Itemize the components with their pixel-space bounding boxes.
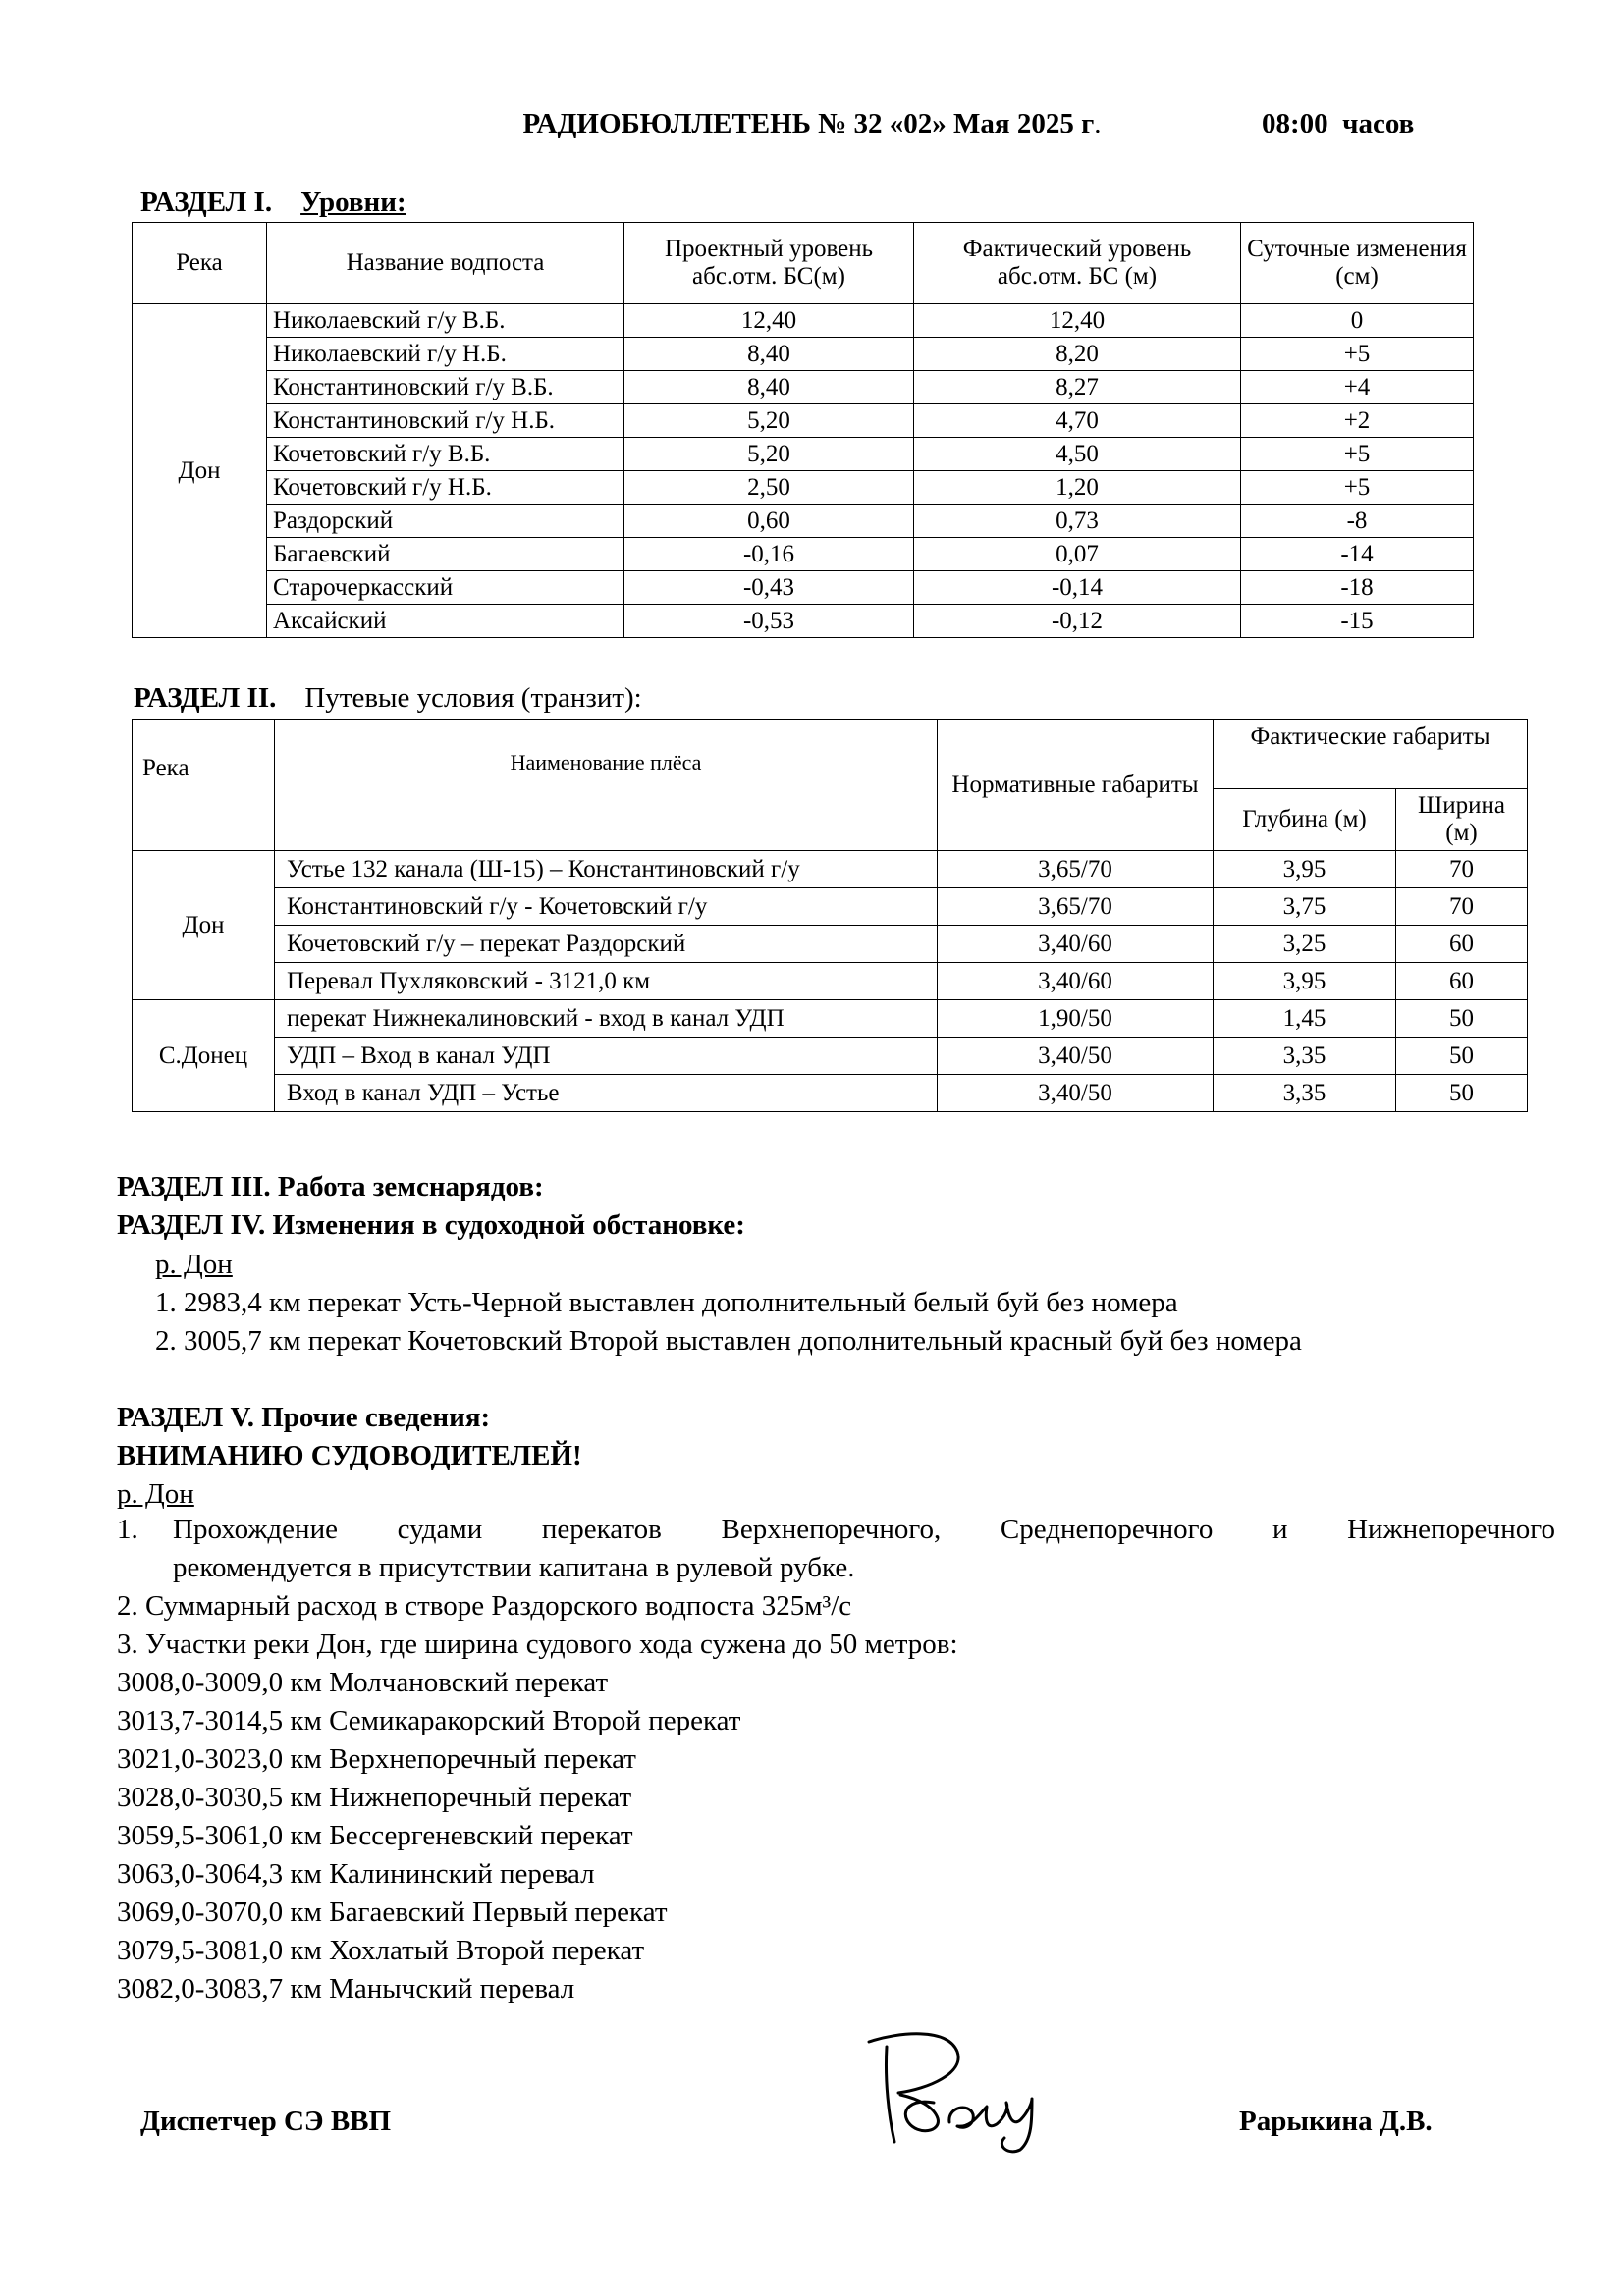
- daily-change: -8: [1241, 505, 1474, 538]
- actual-level: 0,07: [914, 538, 1241, 571]
- section5-heading: РАЗДЕЛ V. Прочие сведения:: [117, 1402, 491, 1433]
- daily-change: +5: [1241, 471, 1474, 505]
- item1-word: судами: [397, 1514, 483, 1545]
- post-name: Аксайский: [267, 605, 624, 638]
- col-header-normative: Нормативные габариты: [938, 720, 1214, 851]
- actual-width: 50: [1396, 1075, 1528, 1112]
- river-cell: Дон: [133, 304, 267, 638]
- section5-river: р. Дон: [117, 1478, 194, 1510]
- actual-level: 0,73: [914, 505, 1241, 538]
- col-header-actual-level: Фактический уровень абс.отм. БС (м): [914, 223, 1241, 304]
- section4-heading: РАЗДЕЛ IV. Изменения в судоходной обстановке:: [117, 1209, 745, 1241]
- actual-width: 50: [1396, 1000, 1528, 1038]
- col-header-daily-change: Суточные изменения (см): [1241, 223, 1474, 304]
- reach-name: перекат Нижнекалиновский - вход в канал УДП: [275, 1000, 938, 1038]
- daily-change: -15: [1241, 605, 1474, 638]
- table-row: [133, 963, 1528, 1000]
- actual-depth: 3,75: [1214, 888, 1396, 926]
- table-row: [133, 1075, 1528, 1112]
- design-level: -0,53: [624, 605, 914, 638]
- daily-change: +5: [1241, 338, 1474, 371]
- signature: [839, 2012, 1075, 2160]
- col-header-post-name: Название водпоста: [267, 223, 624, 304]
- design-level: 12,40: [624, 304, 914, 338]
- table-row: [133, 538, 1474, 571]
- bulletin-time: 08:00 часов: [1262, 108, 1415, 139]
- actual-width: 50: [1396, 1038, 1528, 1075]
- col-header-river: Река: [133, 720, 275, 851]
- col-header-width: Ширина (м): [1396, 789, 1528, 851]
- normative-dims: 3,40/50: [938, 1038, 1214, 1075]
- daily-change: +2: [1241, 404, 1474, 438]
- table-row: [133, 888, 1528, 926]
- section1-label: РАЗДЕЛ I.: [140, 187, 273, 218]
- actual-width: 70: [1396, 888, 1528, 926]
- item1-number: 1.: [117, 1514, 138, 1545]
- actual-depth: 1,45: [1214, 1000, 1396, 1038]
- section1-title: Уровни:: [300, 187, 406, 218]
- table-row: [133, 1000, 1528, 1038]
- normative-dims: 3,40/60: [938, 926, 1214, 963]
- reach-name: УДП – Вход в канал УДП: [275, 1038, 938, 1075]
- design-level: 8,40: [624, 371, 914, 404]
- actual-depth: 3,95: [1214, 851, 1396, 888]
- levels-table-header: [133, 223, 1474, 304]
- daily-change: +4: [1241, 371, 1474, 404]
- dispatcher-name: Рарыкина Д.В.: [1239, 2106, 1433, 2137]
- table-row: [133, 304, 1474, 338]
- attention-heading: ВНИМАНИЮ СУДОВОДИТЕЛЕЙ!: [117, 1440, 582, 1471]
- col-header-actual-group: Фактические габариты: [1214, 720, 1528, 789]
- table-row: [133, 404, 1474, 438]
- bulletin-title-text: РАДИОБЮЛЛЕТЕНЬ № 32 «02» Мая 2025 г: [522, 108, 1095, 139]
- actual-width: 70: [1396, 851, 1528, 888]
- item1-word: Среднепоречного: [1000, 1514, 1214, 1545]
- daily-change: -14: [1241, 538, 1474, 571]
- bulletin-title-dot: .: [1094, 108, 1102, 139]
- actual-level: 8,27: [914, 371, 1241, 404]
- list-item: 3021,0-3023,0 км Верхнепоречный перекат: [117, 1743, 636, 1775]
- design-level: 0,60: [624, 505, 914, 538]
- post-name: Константиновский г/у Н.Б.: [267, 404, 624, 438]
- table-row: [133, 926, 1528, 963]
- design-level: 2,50: [624, 471, 914, 505]
- levels-table: [132, 222, 1474, 638]
- post-name: Старочеркасский: [267, 571, 624, 605]
- actual-width: 60: [1396, 926, 1528, 963]
- item1-word: и: [1272, 1514, 1288, 1545]
- section2-label: РАЗДЕЛ II.: [134, 682, 277, 714]
- route-conditions-table: [132, 719, 1528, 1112]
- table-row: [133, 371, 1474, 404]
- table-row: [133, 1038, 1528, 1075]
- actual-level: -0,14: [914, 571, 1241, 605]
- post-name: Кочетовский г/у Н.Б.: [267, 471, 624, 505]
- design-level: 8,40: [624, 338, 914, 371]
- route-table-header: [133, 720, 1528, 789]
- actual-level: 8,20: [914, 338, 1241, 371]
- section4-river: р. Дон: [155, 1249, 233, 1280]
- actual-level: -0,12: [914, 605, 1241, 638]
- reach-name: Перевал Пухляковский - 3121,0 км: [275, 963, 938, 1000]
- post-name: Николаевский г/у Н.Б.: [267, 338, 624, 371]
- post-name: Николаевский г/у В.Б.: [267, 304, 624, 338]
- item3: 3. Участки реки Дон, где ширина судового хода сужена до 50 метров:: [117, 1629, 958, 1660]
- table-row: [133, 851, 1528, 888]
- list-item: 3013,7-3014,5 км Семикаракорский Второй перекат: [117, 1705, 741, 1736]
- section4-item: 2. 3005,7 км перекат Кочетовский Второй выставлен дополнительный красный буй без номера: [155, 1325, 1302, 1357]
- item1-line1: [173, 1514, 1555, 1546]
- list-item: 3079,5-3081,0 км Хохлатый Второй перекат: [117, 1935, 645, 1966]
- design-level: -0,43: [624, 571, 914, 605]
- daily-change: -18: [1241, 571, 1474, 605]
- actual-depth: 3,95: [1214, 963, 1396, 1000]
- actual-level: 4,50: [914, 438, 1241, 471]
- section1-heading: [140, 187, 406, 219]
- daily-change: +5: [1241, 438, 1474, 471]
- actual-level: 4,70: [914, 404, 1241, 438]
- normative-dims: 3,40/50: [938, 1075, 1214, 1112]
- post-name: Кочетовский г/у В.Б.: [267, 438, 624, 471]
- list-item: 3082,0-3083,7 км Манычский перевал: [117, 1973, 575, 2004]
- item1-word: перекатов: [541, 1514, 662, 1545]
- actual-level: 12,40: [914, 304, 1241, 338]
- actual-width: 60: [1396, 963, 1528, 1000]
- list-item: 3028,0-3030,5 км Нижнепоречный перекат: [117, 1782, 632, 1813]
- table-row: [133, 438, 1474, 471]
- design-level: 5,20: [624, 438, 914, 471]
- col-header-river: Река: [133, 223, 267, 304]
- normative-dims: 3,65/70: [938, 888, 1214, 926]
- daily-change: 0: [1241, 304, 1474, 338]
- actual-depth: 3,35: [1214, 1075, 1396, 1112]
- section3-heading: РАЗДЕЛ III. Работа земснарядов:: [117, 1171, 544, 1202]
- reach-name: Кочетовский г/у – перекат Раздорский: [275, 926, 938, 963]
- section4-item: 1. 2983,4 км перекат Усть-Черной выставлен дополнительный белый буй без номера: [155, 1287, 1178, 1318]
- list-item: 3008,0-3009,0 км Молчановский перекат: [117, 1667, 609, 1698]
- item2: 2. Суммарный расход в створе Раздорского водпоста 325м³/с: [117, 1590, 852, 1622]
- item1-word: Прохождение: [173, 1514, 338, 1545]
- reach-name: Константиновский г/у - Кочетовский г/у: [275, 888, 938, 926]
- river-cell: С.Донец: [133, 1000, 275, 1112]
- normative-dims: 3,40/60: [938, 963, 1214, 1000]
- section2-heading: [134, 682, 642, 715]
- normative-dims: 3,65/70: [938, 851, 1214, 888]
- section2-title: Путевые условия (транзит):: [304, 682, 642, 714]
- table-row: [133, 338, 1474, 371]
- col-header-design-level: Проектный уровень абс.отм. БС(м): [624, 223, 914, 304]
- list-item: 3069,0-3070,0 км Багаевский Первый перекат: [117, 1896, 668, 1928]
- col-header-depth: Глубина (м): [1214, 789, 1396, 851]
- col-header-reach: Наименование плёса: [275, 720, 938, 851]
- list-item: 3059,5-3061,0 км Бессергеневский перекат: [117, 1820, 633, 1851]
- dispatcher-label: Диспетчер СЭ ВВП: [140, 2106, 392, 2137]
- actual-depth: 3,35: [1214, 1038, 1396, 1075]
- item1-line2: рекомендуется в присутствии капитана в рулевой рубке.: [173, 1552, 855, 1583]
- design-level: 5,20: [624, 404, 914, 438]
- item1-word: Нижнепоречного: [1347, 1514, 1555, 1545]
- table-row: [133, 571, 1474, 605]
- reach-name: Устье 132 канала (Ш-15) – Константиновский г/у: [275, 851, 938, 888]
- table-row: [133, 505, 1474, 538]
- item1-word: Верхнепоречного,: [721, 1514, 942, 1545]
- actual-depth: 3,25: [1214, 926, 1396, 963]
- table-row: [133, 471, 1474, 505]
- reach-name: Вход в канал УДП – Устье: [275, 1075, 938, 1112]
- post-name: Багаевский: [267, 538, 624, 571]
- actual-level: 1,20: [914, 471, 1241, 505]
- post-name: Раздорский: [267, 505, 624, 538]
- river-cell: Дон: [133, 851, 275, 1000]
- normative-dims: 1,90/50: [938, 1000, 1214, 1038]
- post-name: Константиновский г/у В.Б.: [267, 371, 624, 404]
- list-item: 3063,0-3064,3 км Калининский перевал: [117, 1858, 595, 1890]
- table-row: [133, 605, 1474, 638]
- design-level: -0,16: [624, 538, 914, 571]
